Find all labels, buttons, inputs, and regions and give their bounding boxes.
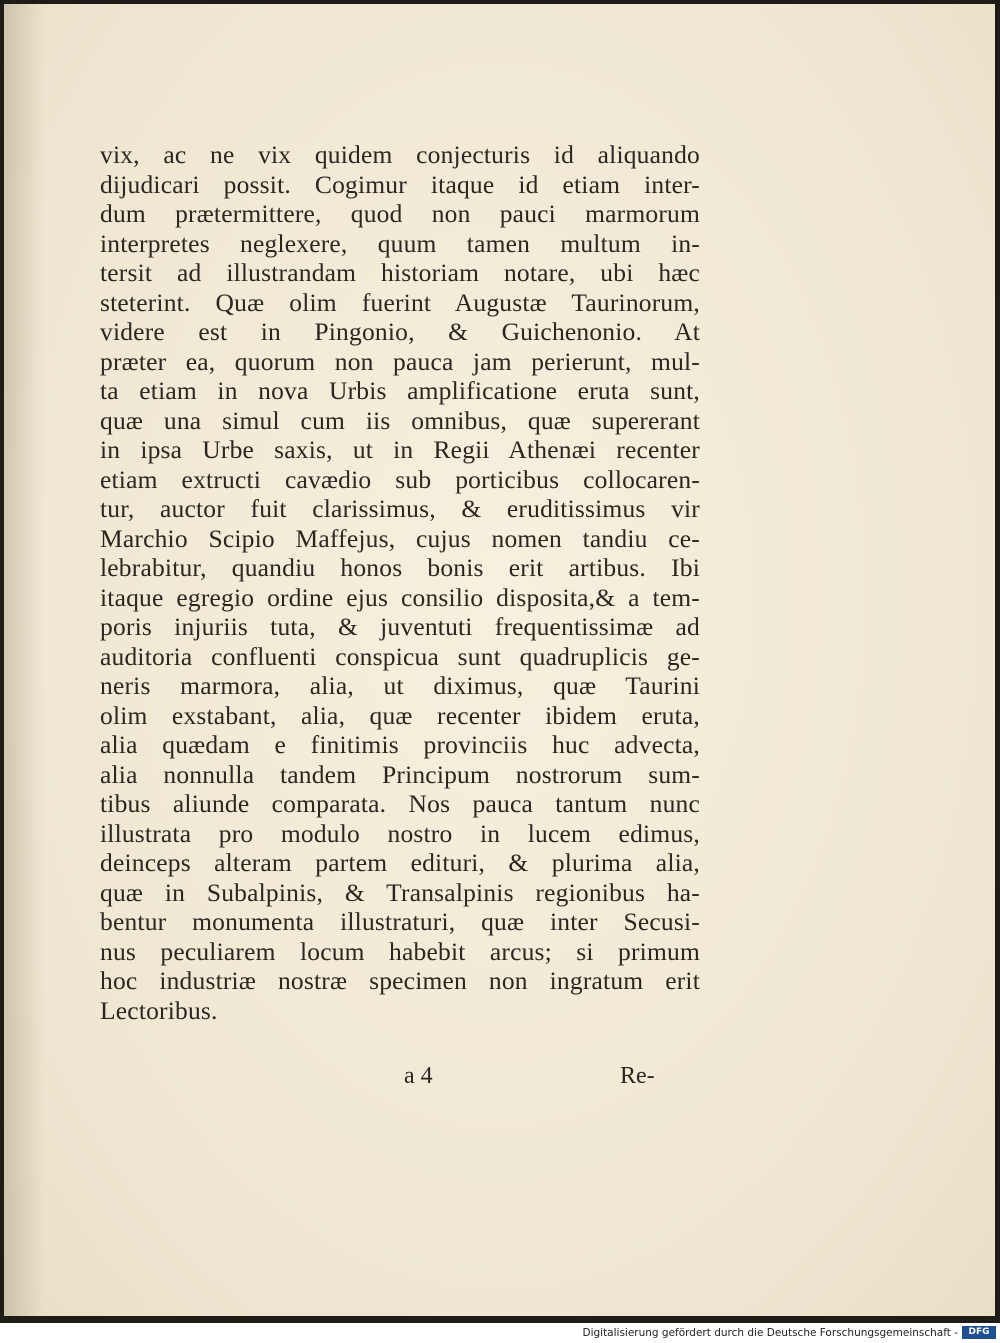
text-line: hoc industriæ nostræ specimen non ingratum erit [100,966,700,995]
text-line: itaque egregio ordine ejus consilio disposita,& a tem- [100,582,700,612]
text-line: alia quædam e finitimis provinciis huc advecta, [100,730,700,759]
page-gutter-shadow [4,4,44,1316]
text-line: dum prætermittere, quod non pauci marmorum [100,199,700,228]
text-line: illustrata pro modulo nostro in lucem edimus, [100,818,700,848]
text-line: alia nonnulla tandem Principum nostrorum sum- [100,759,700,789]
body-text [100,140,700,1025]
text-line: vix, ac ne vix quidem conjecturis id aliquando [100,140,700,169]
text-line: Lectoribus. [100,995,218,1025]
text-line: steterint. Quæ olim fuerint Augustæ Taurinorum, [100,287,700,317]
catchword: Re- [620,1063,655,1089]
signature-mark: a 4 [404,1063,433,1089]
text-line: poris injuriis tuta, & juventuti frequentissimæ ad [100,612,700,641]
text-line: neris marmora, alia, ut diximus, quæ Taurini [100,671,700,700]
text-line: dijudicari possit. Cogimur itaque id etiam inter- [100,169,700,199]
text-line: præter ea, quorum non pauca jam perierunt, mul- [100,346,700,376]
dfg-logo-icon: DFG [962,1326,996,1339]
text-line: bentur monumenta illustraturi, quæ inter Secusi- [100,907,700,936]
text-line: tur, auctor fuit clarissimus, & eruditissimus vir [100,494,700,523]
text-line: ta etiam in nova Urbis amplificatione eruta sunt, [100,376,700,405]
footer-credit: Digitalisierung gefördert durch die Deutsche Forschungsgemeinschaft - [582,1327,958,1339]
text-line: in ipsa Urbe saxis, ut in Regii Athenæi recenter [100,435,700,464]
text-line: interpretes neglexere, quum tamen multum in- [100,228,700,258]
text-line: olim exstabant, alia, quæ recenter ibidem eruta, [100,700,700,730]
text-line: etiam extructi cavædio sub porticibus collocaren- [100,464,700,494]
text-line: quæ una simul cum iis omnibus, quæ supererant [100,405,700,435]
text-line: tersit ad illustrandam historiam notare, ubi hæc [100,258,700,287]
text-line: nus peculiarem locum habebit arcus; si primum [100,936,700,966]
text-line: Marchio Scipio Maffejus, cujus nomen tandiu ce- [100,523,700,553]
text-line: auditoria confluenti conspicua sunt quadruplicis ge- [100,641,700,671]
text-line: lebrabitur, quandiu honos bonis erit artibus. Ibi [100,553,700,582]
text-line: quæ in Subalpinis, & Transalpinis regionibus ha- [100,877,700,907]
text-line: deinceps alteram partem edituri, & plurima alia, [100,848,700,877]
text-line: videre est in Pingonio, & Guichenonio. At [100,317,700,346]
text-line: tibus aliunde comparata. Nos pauca tantum nunc [100,789,700,818]
